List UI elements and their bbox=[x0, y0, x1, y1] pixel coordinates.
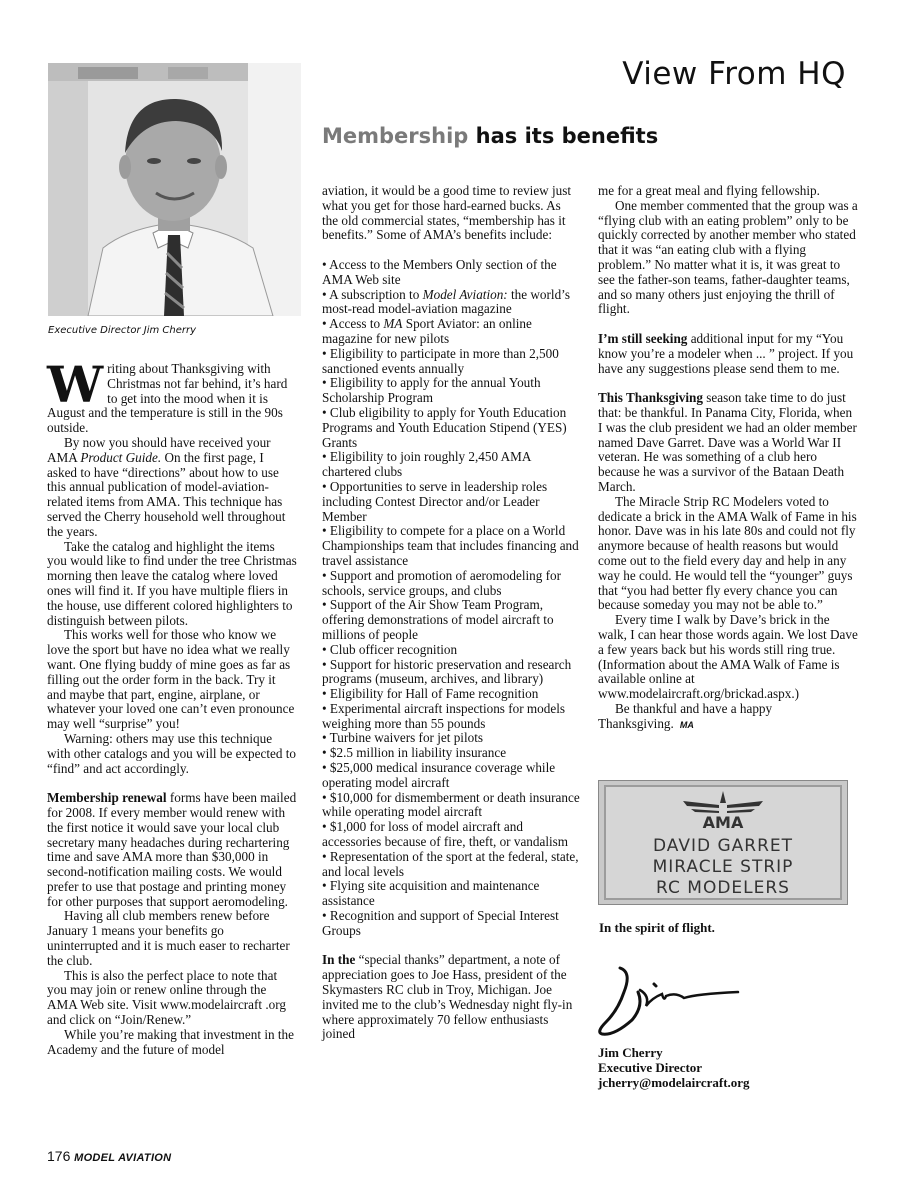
benefit-item: • $25,000 medical insurance coverage while operating model aircraft bbox=[322, 760, 556, 790]
benefit-item: • Club eligibility to apply for Youth Education Programs and Youth Education Stipend (YES) Grants bbox=[322, 404, 567, 450]
article-headline bbox=[322, 124, 658, 148]
headline-rest: has its benefits bbox=[475, 124, 659, 148]
drop-cap: W bbox=[47, 355, 104, 414]
paragraph: The Miracle Strip RC Modelers voted to dedicate a brick in the AMA Walk of Fame in his honor. Dave was in his late 80s and could not fly anymore because of health reasons but would come out to the field every day and help in any way he could. He would tell the “younger” guys that “you had better fly every chance you can because someday you may not be able to.” bbox=[598, 493, 857, 613]
memorial-brick-photo bbox=[598, 780, 848, 905]
paragraph: Take the catalog and highlight the items you would like to find under the tree Christmas morning then leave the catalog where loved ones will find it. If you have multiple fliers in the house, use different colored highlighters to distinguish between pilots. bbox=[47, 538, 297, 628]
paragraph: Membership renewal forms have been mailed for 2008. If every member would renew with the first notice it would save your local club secretary many headaches during rechartering time and save AMA more than $30,000 in second-notification mailing costs. We would prefer to use that postage and printing money for other purposes that support aeromodeling. bbox=[47, 790, 297, 909]
photo-caption: Executive Director Jim Cherry bbox=[48, 325, 197, 336]
paragraph: This is also the perfect place to note that you may join or renew online through the AMA Web site. Visit www.modelaircraft .org and click on “Join/Renew.” bbox=[47, 967, 287, 1028]
signature-block bbox=[598, 1046, 750, 1090]
magazine-name: MODEL AVIATION bbox=[74, 1152, 172, 1164]
page-number: 176 bbox=[47, 1148, 71, 1164]
paragraph: Warning: others may use this technique with other catalogs and you will be expected to “find” and act accordingly. bbox=[47, 730, 297, 776]
signature bbox=[592, 962, 742, 1037]
paragraph: Having all club members renew before January 1 means your benefits go uninterrupted and it is much easer to recharter the club. bbox=[47, 908, 290, 968]
author-email: jcherry@modelaircraft.org bbox=[598, 1074, 750, 1090]
benefit-item: • Representation of the sport at the federal, state, and local levels bbox=[322, 848, 579, 879]
benefit-item: • Access to MA Sport Aviator: an online magazine for new pilots bbox=[322, 316, 532, 346]
benefit-item: • Eligibility to participate in more than 2,500 sanctioned events annually bbox=[322, 345, 559, 376]
benefit-item: • Eligibility for Hall of Fame recognition bbox=[322, 686, 539, 702]
benefit-item: • Eligibility to join roughly 2,450 AMA chartered clubs bbox=[322, 449, 531, 480]
ma-end-mark: MA bbox=[679, 719, 694, 730]
benefit-item: • Recognition and support of Special Interest Groups bbox=[322, 908, 559, 938]
signature-graphic bbox=[592, 962, 742, 1037]
paragraph: By now you should have received your AMA Product Guide. On the first page, I asked to have “directions” about how to use this annual publication of model-aviation-related items from AMA. This technique has served the Cherry household well throughout the years. bbox=[47, 434, 286, 539]
column-3 bbox=[598, 184, 858, 732]
benefit-item: • Club officer recognition bbox=[322, 641, 458, 657]
benefit-item: • $2.5 million in liability insurance bbox=[322, 745, 507, 761]
paragraph: Be thankful and have a happy Thanksgiving. MA bbox=[598, 700, 773, 731]
paragraph: While you’re making that investment in the Academy and the future of model bbox=[47, 1026, 294, 1057]
section-title: View From HQ bbox=[622, 56, 846, 92]
paragraph: Writing about Thanksgiving with Christmas not far behind, it’s hard to get into the mood when it is August and the temperature is still in the 90s outside. bbox=[47, 355, 288, 436]
benefit-item: • Support for historic preservation and research programs (museum, archives, and library) bbox=[322, 656, 572, 687]
paragraph: This Thanksgiving season take time to do just that: be thankful. In Panama City, Florida, when I was the club president we had an older member named Dave Garret. Dave was a World War II veteran. He was something of a club hero because he was a survivor of the Bataan Death March. bbox=[598, 390, 857, 494]
benefit-item: • A subscription to Model Aviation: the world’s most-read model-aviation magazine bbox=[322, 286, 570, 317]
column-1 bbox=[47, 355, 297, 1057]
benefit-item: • Support of the Air Show Team Program, offering demonstrations of model aircraft to millions of people bbox=[322, 597, 554, 642]
portrait-illustration bbox=[48, 63, 301, 316]
portrait-photo bbox=[48, 63, 301, 316]
benefit-item: • Opportunities to serve in leadership roles including Contest Director and/or Leader Member bbox=[322, 478, 548, 524]
column-2 bbox=[322, 184, 580, 1042]
benefit-item: • Access to the Members Only section of the AMA Web site bbox=[322, 256, 557, 287]
paragraph: In the “special thanks” department, a note of appreciation goes to Joe Hass, president of the Skymasters RC club in Troy, Michigan. Joe invited me to the club’s Wednesday night fly-in where approximately 70 fellow enthusiasts joined bbox=[322, 952, 573, 1042]
paragraph: One member commented that the group was a “flying club with an eating problem” only to be quickly corrected by another member who stated that it was “an eating club with a flying problem.” No matter what it is, it was great to see the father-son teams, father-daughter teams, and so many others just enjoying the thrill of flight. bbox=[598, 197, 858, 317]
brick-line: RC MODELERS bbox=[656, 878, 790, 898]
brick-logo-text: AMA bbox=[702, 813, 744, 832]
benefit-item: • Experimental aircraft inspections for models weighing more than 55 pounds bbox=[322, 700, 566, 731]
brick-line: DAVID GARRET bbox=[652, 836, 794, 856]
page-footer bbox=[47, 1148, 171, 1166]
paragraph: I’m still seeking additional input for my “You know you’re a modeler when ... ” project. If you have any suggestions please send them to me. bbox=[598, 330, 854, 376]
brick-line: MIRACLE STRIP bbox=[652, 857, 794, 877]
brick-illustration bbox=[599, 781, 847, 904]
author-name: Jim Cherry bbox=[598, 1045, 663, 1060]
paragraph: This works well for those who know we love the sport but have no idea what we really want. One flying buddy of mine goes as far as filling out the order form in the back. Try it and maybe that part, engine, airplane, or whatever your loved one can’t even pronounce may well “surprise” you! bbox=[47, 627, 295, 732]
author-title: Executive Director bbox=[598, 1059, 703, 1075]
benefit-item: • Eligibility to compete for a place on a World Championships team that includes financing and travel assistance bbox=[322, 523, 579, 568]
benefit-item: • $1,000 for loss of model aircraft and accessories because of fire, theft, or vandalism bbox=[322, 819, 569, 850]
benefit-item: • Eligibility to apply for the annual Youth Scholarship Program bbox=[322, 375, 541, 406]
benefit-item: • Turbine waivers for jet pilots bbox=[322, 730, 484, 746]
headline-highlight: Membership bbox=[322, 124, 469, 148]
benefit-item: • Flying site acquisition and maintenance assistance bbox=[322, 878, 540, 909]
benefit-item: • Support and promotion of aeromodeling for schools, service groups, and clubs bbox=[322, 567, 562, 598]
benefit-item: • $10,000 for dismemberment or death insurance while operating model aircraft bbox=[322, 789, 580, 820]
paragraph: aviation, it would be a good time to review just what you get for those hard-earned bucks. As the old commercial states, “membership has it benefits.” Some of AMA’s benefits include: bbox=[322, 183, 572, 243]
paragraph: Every time I walk by Dave’s brick in the walk, I can hear those words again. We lost Dave a few years back but his words still ring true. (Information about the AMA Walk of Fame is available online at www.modelaircraft.org/brickad.aspx.) bbox=[598, 612, 858, 702]
paragraph: me for a great meal and flying fellowship. bbox=[598, 183, 820, 198]
brick-caption: In the spirit of flight. bbox=[599, 920, 715, 935]
